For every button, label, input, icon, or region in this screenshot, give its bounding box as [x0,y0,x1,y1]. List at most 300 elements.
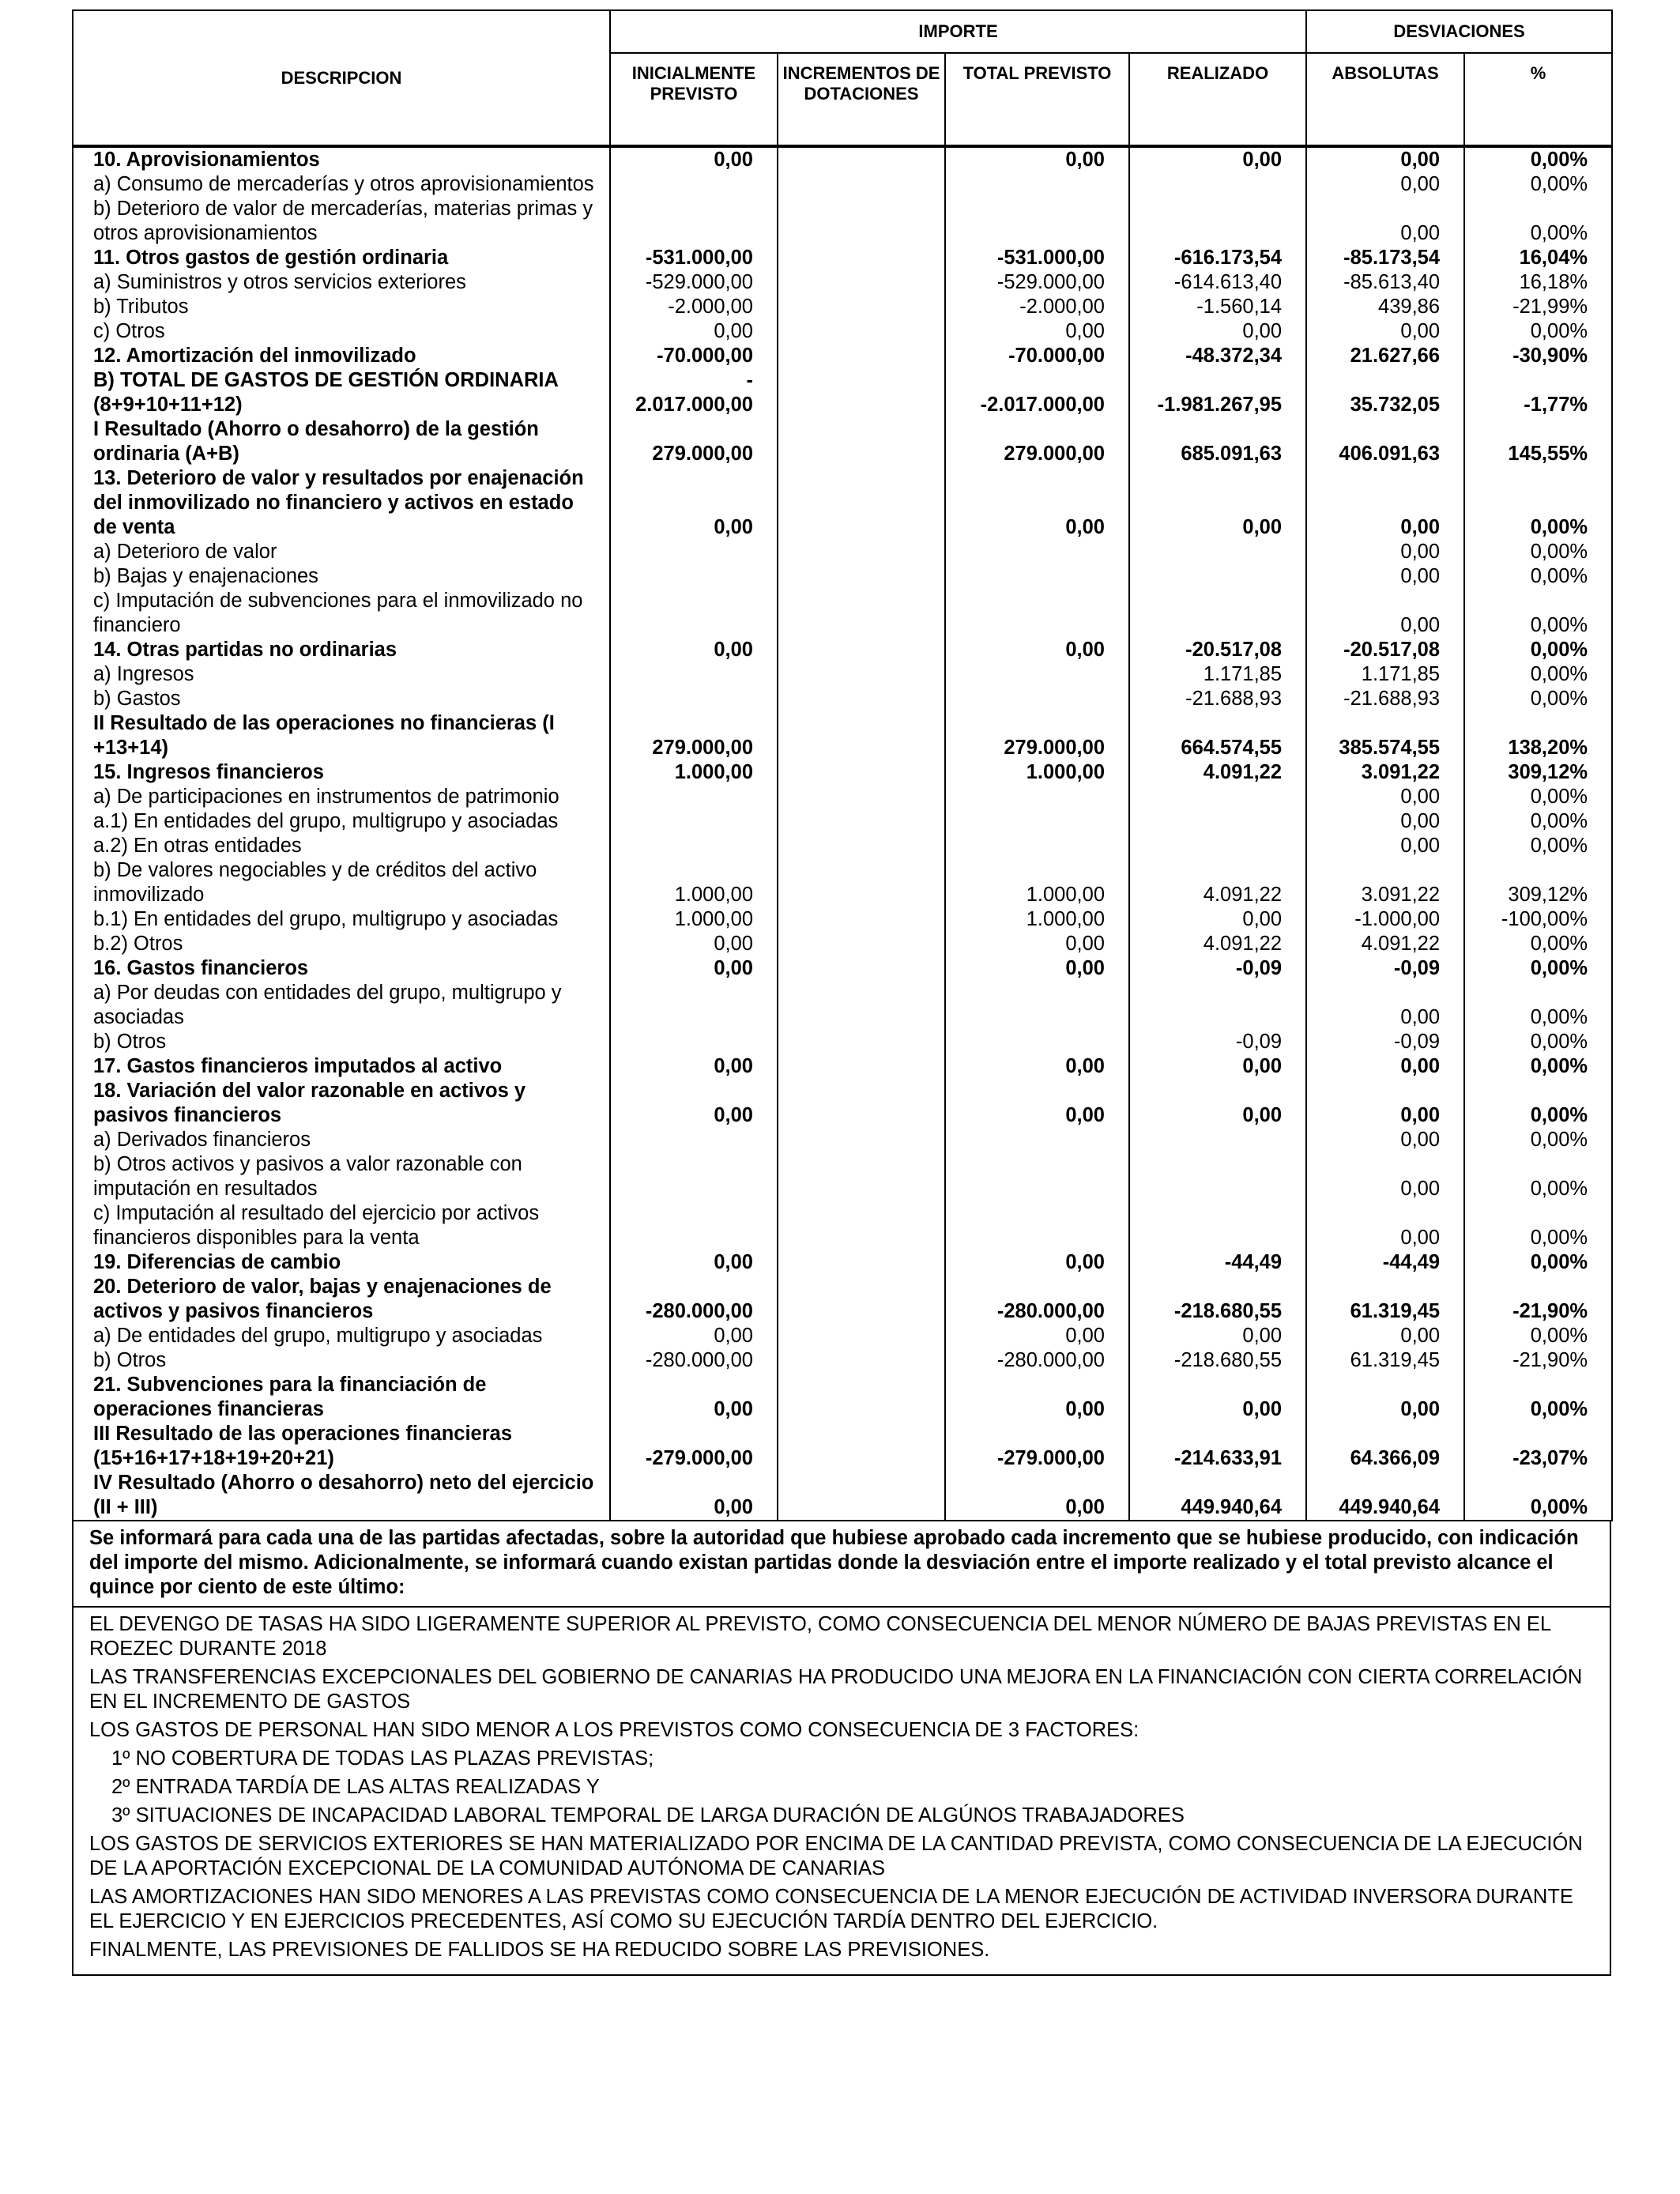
table-row [73,368,1612,417]
header-importe: IMPORTE [610,10,1306,53]
cell-absolutas: 0,00 [1306,1079,1464,1128]
cell-inicialmente-previsto: 0,00 [610,1079,778,1128]
header-absolutas: ABSOLUTAS [1306,53,1464,146]
cell-realizado: -20.517,08 [1129,638,1306,662]
cell-realizado: 449.940,64 [1129,1471,1306,1521]
cell-porcentaje: 0,00% [1464,146,1612,172]
note-paragraph: LOS GASTOS DE SERVICIOS EXTERIORES SE HAN MATERIALIZADO POR ENCIMA DE LA CANTIDAD PREVISTA, COMO CONSECUENCIA DE LA EJECUCIÓN DE LA APORTACIÓN EXCEPCIONAL DE LA COMUNIDAD AUTÓNOMA DE CANARIAS [89,1833,1583,1879]
cell-descripcion: c) Otros [73,319,610,344]
cell-realizado: 4.091,22 [1129,760,1306,785]
cell-descripcion: a) Deterioro de valor [73,540,610,564]
cell-realizado: -1.560,14 [1129,295,1306,319]
cell-porcentaje: -100,00% [1464,907,1612,932]
table-row [73,981,1612,1030]
table-row [73,662,1612,687]
cell-descripcion: I Resultado (Ahorro o desahorro) de la gestión ordinaria (A+B) [73,417,610,466]
cell-porcentaje: 0,00% [1464,932,1612,956]
cell-absolutas: 0,00 [1306,834,1464,858]
cell-descripcion: II Resultado de las operaciones no financieras (I +13+14) [73,711,610,760]
cell-porcentaje: 0,00% [1464,834,1612,858]
cell-descripcion: 11. Otros gastos de gestión ordinaria [73,246,610,270]
cell-absolutas: 61.319,45 [1306,1348,1464,1373]
table-row [73,319,1612,344]
cell-incrementos [778,246,945,270]
cell-porcentaje: 0,00% [1464,1079,1612,1128]
cell-descripcion: B) TOTAL DE GASTOS DE GESTIÓN ORDINARIA (8+9+10+11+12) [73,368,610,417]
cell-descripcion: a.2) En otras entidades [73,834,610,858]
cell-absolutas: -20.517,08 [1306,638,1464,662]
cell-descripcion: 17. Gastos financieros imputados al activo [73,1054,610,1079]
cell-total-previsto: -2.000,00 [945,295,1129,319]
cell-inicialmente-previsto [610,589,778,638]
cell-total-previsto: 0,00 [945,932,1129,956]
cell-descripcion: a) De entidades del grupo, multigrupo y asociadas [73,1324,610,1348]
cell-porcentaje: -1,77% [1464,368,1612,417]
cell-porcentaje: 0,00% [1464,1373,1612,1422]
cell-total-previsto [945,785,1129,809]
cell-absolutas: 0,00 [1306,589,1464,638]
cell-inicialmente-previsto: -2.000,00 [610,295,778,319]
cell-descripcion: b) De valores negociables y de créditos del activo inmovilizado [73,858,610,907]
cell-realizado: -21.688,93 [1129,687,1306,711]
cell-absolutas: 3.091,22 [1306,858,1464,907]
cell-total-previsto: 0,00 [945,1079,1129,1128]
cell-porcentaje: 16,04% [1464,246,1612,270]
cell-porcentaje: 0,00% [1464,638,1612,662]
cell-total-previsto [945,1201,1129,1250]
cell-incrementos [778,981,945,1030]
cell-total-previsto [945,540,1129,564]
notes-body [73,1608,1610,1974]
cell-porcentaje: 0,00% [1464,1030,1612,1054]
cell-realizado: 4.091,22 [1129,858,1306,907]
cell-total-previsto [945,172,1129,197]
cell-absolutas: 0,00 [1306,564,1464,589]
cell-total-previsto [945,662,1129,687]
cell-inicialmente-previsto: 0,00 [610,319,778,344]
cell-realizado: 0,00 [1129,1373,1306,1422]
cell-descripcion: c) Imputación de subvenciones para el inmovilizado no financiero [73,589,610,638]
cell-descripcion: b.1) En entidades del grupo, multigrupo y asociadas [73,907,610,932]
table-row [73,1471,1612,1521]
cell-absolutas: 0,00 [1306,1152,1464,1201]
cell-total-previsto: 1.000,00 [945,760,1129,785]
cell-absolutas: 0,00 [1306,1128,1464,1152]
cell-descripcion: c) Imputación al resultado del ejercicio por activos financieros disponibles para la venta [73,1201,610,1250]
table-row [73,687,1612,711]
cell-porcentaje: -21,99% [1464,295,1612,319]
cell-inicialmente-previsto [610,540,778,564]
cell-realizado [1129,981,1306,1030]
cell-porcentaje: 16,18% [1464,270,1612,295]
cell-incrementos [778,270,945,295]
cell-inicialmente-previsto: 0,00 [610,146,778,172]
table-row [73,466,1612,540]
cell-total-previsto: 1.000,00 [945,858,1129,907]
cell-incrementos [778,834,945,858]
cell-realizado: -218.680,55 [1129,1275,1306,1324]
cell-descripcion: b) Otros [73,1030,610,1054]
note-paragraph: 3º SITUACIONES DE INCAPACIDAD LABORAL TEMPORAL DE LARGA DURACIÓN DE ALGÚNOS TRABAJADORES [111,1804,1185,1826]
table-row [73,932,1612,956]
header-incrementos-dotaciones: INCREMENTOS DE DOTACIONES [778,53,945,146]
notes-section [72,1521,1611,1976]
cell-incrementos [778,1201,945,1250]
cell-absolutas: 0,00 [1306,540,1464,564]
table-row [73,246,1612,270]
cell-realizado [1129,834,1306,858]
table-row [73,1250,1612,1275]
cell-descripcion: 18. Variación del valor razonable en activos y pasivos financieros [73,1079,610,1128]
cell-total-previsto [945,589,1129,638]
cell-realizado: 1.171,85 [1129,662,1306,687]
cell-absolutas: 0,00 [1306,1324,1464,1348]
cell-inicialmente-previsto [610,809,778,834]
cell-descripcion: IV Resultado (Ahorro o desahorro) neto del ejercicio (II + III) [73,1471,610,1521]
cell-total-previsto [945,809,1129,834]
cell-porcentaje: 0,00% [1464,466,1612,540]
cell-descripcion: b.2) Otros [73,932,610,956]
cell-absolutas: 0,00 [1306,146,1464,172]
table-row [73,1324,1612,1348]
cell-realizado [1129,785,1306,809]
table-row [73,760,1612,785]
note-paragraph: 1º NO COBERTURA DE TODAS LAS PLAZAS PREVISTAS; [111,1747,654,1770]
cell-incrementos [778,1054,945,1079]
cell-total-previsto [945,687,1129,711]
cell-porcentaje: 145,55% [1464,417,1612,466]
cell-incrementos [778,1422,945,1471]
cell-inicialmente-previsto: 1.000,00 [610,760,778,785]
cell-incrementos [778,1348,945,1373]
cell-realizado: -214.633,91 [1129,1422,1306,1471]
cell-inicialmente-previsto: -280.000,00 [610,1348,778,1373]
cell-incrementos [778,540,945,564]
cell-incrementos [778,344,945,368]
cell-porcentaje: -30,90% [1464,344,1612,368]
table-row [73,270,1612,295]
cell-realizado: 0,00 [1129,146,1306,172]
cell-inicialmente-previsto [610,687,778,711]
cell-absolutas: 1.171,85 [1306,662,1464,687]
cell-porcentaje: 309,12% [1464,760,1612,785]
cell-realizado [1129,540,1306,564]
cell-incrementos [778,932,945,956]
cell-realizado: 685.091,63 [1129,417,1306,466]
cell-inicialmente-previsto: 1.000,00 [610,858,778,907]
table-row [73,1054,1612,1079]
header-inicialmente-previsto: INICIALMENTE PREVISTO [610,53,778,146]
cell-porcentaje: -23,07% [1464,1422,1612,1471]
cell-porcentaje: 0,00% [1464,1152,1612,1201]
cell-absolutas: -85.173,54 [1306,246,1464,270]
cell-inicialmente-previsto [610,981,778,1030]
cell-inicialmente-previsto: 279.000,00 [610,711,778,760]
cell-inicialmente-previsto: -529.000,00 [610,270,778,295]
table-row [73,1275,1612,1324]
cell-incrementos [778,687,945,711]
table-row [73,907,1612,932]
budget-execution-document [72,9,1611,1976]
cell-incrementos [778,1275,945,1324]
cell-inicialmente-previsto: 0,00 [610,1054,778,1079]
cell-descripcion: a) Ingresos [73,662,610,687]
cell-incrementos [778,1471,945,1521]
cell-realizado [1129,172,1306,197]
cell-incrementos [778,1152,945,1201]
cell-inicialmente-previsto [610,197,778,246]
cell-porcentaje: 138,20% [1464,711,1612,760]
cell-inicialmente-previsto: 0,00 [610,466,778,540]
cell-inicialmente-previsto [610,1030,778,1054]
cell-absolutas: 0,00 [1306,172,1464,197]
cell-descripcion: 10. Aprovisionamientos [73,146,610,172]
note-paragraph: FINALMENTE, LAS PREVISIONES DE FALLIDOS SE HA REDUCIDO SOBRE LAS PREVISIONES. [89,1939,990,1961]
header-porcentaje: % [1464,53,1612,146]
table-row [73,417,1612,466]
cell-absolutas: -0,09 [1306,956,1464,981]
cell-inicialmente-previsto: - 2.017.000,00 [610,368,778,417]
cell-porcentaje: 0,00% [1464,1324,1612,1348]
cell-realizado: -0,09 [1129,1030,1306,1054]
cell-descripcion: a) Por deudas con entidades del grupo, multigrupo y asociadas [73,981,610,1030]
budget-table [72,9,1613,1521]
cell-inicialmente-previsto [610,172,778,197]
cell-descripcion: 13. Deterioro de valor y resultados por enajenación del inmovilizado no financiero y activos en estado de venta [73,466,610,540]
cell-porcentaje: 0,00% [1464,809,1612,834]
table-row [73,1348,1612,1373]
table-row [73,1373,1612,1422]
cell-incrementos [778,858,945,907]
cell-absolutas: 385.574,55 [1306,711,1464,760]
cell-realizado: 0,00 [1129,1054,1306,1079]
cell-realizado: 0,00 [1129,466,1306,540]
cell-inicialmente-previsto: -280.000,00 [610,1275,778,1324]
cell-realizado: -1.981.267,95 [1129,368,1306,417]
cell-inicialmente-previsto [610,834,778,858]
table-row [73,785,1612,809]
notes-heading: Se informará para cada una de las partidas afectadas, sobre la autoridad que hubiese aprobado cada incremento que se hubiese producido, con indicación del importe del mismo. Adicionalmente, se informará cuando existan partidas donde la desviación entre el importe realizado y el total previsto alcance el quince por ciento de este último: [73,1521,1610,1608]
cell-porcentaje: 0,00% [1464,785,1612,809]
cell-descripcion: 16. Gastos financieros [73,956,610,981]
cell-inicialmente-previsto: 279.000,00 [610,417,778,466]
cell-total-previsto: 279.000,00 [945,417,1129,466]
cell-total-previsto [945,1128,1129,1152]
cell-inicialmente-previsto: -70.000,00 [610,344,778,368]
header-realizado: REALIZADO [1129,53,1306,146]
table-row [73,172,1612,197]
cell-total-previsto: -2.017.000,00 [945,368,1129,417]
cell-absolutas: -1.000,00 [1306,907,1464,932]
cell-descripcion: 21. Subvenciones para la financiación de operaciones financieras [73,1373,610,1422]
cell-porcentaje: 0,00% [1464,981,1612,1030]
cell-incrementos [778,662,945,687]
cell-absolutas: 35.732,05 [1306,368,1464,417]
table-row [73,1422,1612,1471]
cell-porcentaje: 0,00% [1464,1471,1612,1521]
cell-descripcion: a) Derivados financieros [73,1128,610,1152]
cell-incrementos [778,711,945,760]
cell-absolutas: 0,00 [1306,1201,1464,1250]
cell-porcentaje: 0,00% [1464,1128,1612,1152]
cell-absolutas: 0,00 [1306,197,1464,246]
table-row [73,564,1612,589]
cell-realizado: -48.372,34 [1129,344,1306,368]
cell-total-previsto [945,1030,1129,1054]
cell-descripcion: 20. Deterioro de valor, bajas y enajenaciones de activos y pasivos financieros [73,1275,610,1324]
cell-total-previsto: 0,00 [945,1373,1129,1422]
cell-descripcion: b) Otros [73,1348,610,1373]
cell-descripcion: 19. Diferencias de cambio [73,1250,610,1275]
cell-porcentaje: 0,00% [1464,319,1612,344]
cell-inicialmente-previsto [610,1201,778,1250]
cell-descripcion: 14. Otras partidas no ordinarias [73,638,610,662]
cell-total-previsto: -280.000,00 [945,1348,1129,1373]
cell-realizado: -614.613,40 [1129,270,1306,295]
header-total-previsto: TOTAL PREVISTO [945,53,1129,146]
cell-realizado: -44,49 [1129,1250,1306,1275]
cell-absolutas: 3.091,22 [1306,760,1464,785]
cell-realizado [1129,1128,1306,1152]
cell-descripcion: a.1) En entidades del grupo, multigrupo y asociadas [73,809,610,834]
cell-absolutas: -0,09 [1306,1030,1464,1054]
cell-porcentaje: 0,00% [1464,1054,1612,1079]
cell-incrementos [778,172,945,197]
cell-realizado: 0,00 [1129,319,1306,344]
cell-porcentaje: -21,90% [1464,1348,1612,1373]
cell-total-previsto [945,834,1129,858]
table-row [73,834,1612,858]
cell-incrementos [778,1373,945,1422]
cell-porcentaje: 0,00% [1464,1201,1612,1250]
cell-inicialmente-previsto: 0,00 [610,1373,778,1422]
cell-incrementos [778,956,945,981]
cell-realizado: 0,00 [1129,1324,1306,1348]
cell-absolutas: 0,00 [1306,981,1464,1030]
cell-realizado: -0,09 [1129,956,1306,981]
cell-realizado [1129,589,1306,638]
cell-descripcion: b) Tributos [73,295,610,319]
cell-incrementos [778,1324,945,1348]
cell-total-previsto: -70.000,00 [945,344,1129,368]
table-row [73,956,1612,981]
cell-porcentaje: 0,00% [1464,662,1612,687]
cell-descripcion: III Resultado de las operaciones financieras (15+16+17+18+19+20+21) [73,1422,610,1471]
cell-realizado [1129,809,1306,834]
cell-porcentaje: 0,00% [1464,564,1612,589]
cell-absolutas: 64.366,09 [1306,1422,1464,1471]
cell-total-previsto [945,197,1129,246]
cell-incrementos [778,1250,945,1275]
cell-realizado: 664.574,55 [1129,711,1306,760]
cell-total-previsto: 1.000,00 [945,907,1129,932]
cell-porcentaje: 309,12% [1464,858,1612,907]
table-row [73,1128,1612,1152]
cell-realizado: 0,00 [1129,907,1306,932]
cell-total-previsto: 0,00 [945,319,1129,344]
cell-realizado [1129,1152,1306,1201]
cell-inicialmente-previsto: 0,00 [610,956,778,981]
cell-absolutas: 0,00 [1306,1054,1464,1079]
cell-incrementos [778,146,945,172]
cell-total-previsto: 0,00 [945,956,1129,981]
table-row [73,1079,1612,1128]
cell-inicialmente-previsto: -531.000,00 [610,246,778,270]
cell-total-previsto: 0,00 [945,1250,1129,1275]
cell-realizado: -616.173,54 [1129,246,1306,270]
table-row [73,589,1612,638]
cell-realizado [1129,1201,1306,1250]
cell-porcentaje: 0,00% [1464,540,1612,564]
cell-total-previsto [945,1152,1129,1201]
table-row [73,344,1612,368]
cell-total-previsto: -280.000,00 [945,1275,1129,1324]
cell-total-previsto: -531.000,00 [945,246,1129,270]
cell-absolutas: 0,00 [1306,785,1464,809]
cell-total-previsto: -529.000,00 [945,270,1129,295]
cell-total-previsto: -279.000,00 [945,1422,1129,1471]
cell-realizado [1129,564,1306,589]
cell-total-previsto [945,981,1129,1030]
note-paragraph: 2º ENTRADA TARDÍA DE LAS ALTAS REALIZADAS Y [111,1776,600,1798]
cell-total-previsto: 0,00 [945,638,1129,662]
table-row [73,1201,1612,1250]
cell-absolutas: -85.613,40 [1306,270,1464,295]
cell-total-previsto: 0,00 [945,466,1129,540]
cell-inicialmente-previsto [610,785,778,809]
cell-porcentaje: 0,00% [1464,956,1612,981]
table-row [73,809,1612,834]
cell-incrementos [778,638,945,662]
cell-inicialmente-previsto: 0,00 [610,1250,778,1275]
cell-incrementos [778,809,945,834]
cell-descripcion: a) Suministros y otros servicios exteriores [73,270,610,295]
cell-inicialmente-previsto: 0,00 [610,1324,778,1348]
cell-porcentaje: -21,90% [1464,1275,1612,1324]
cell-incrementos [778,1128,945,1152]
cell-incrementos [778,197,945,246]
cell-absolutas: 439,86 [1306,295,1464,319]
cell-inicialmente-previsto: -279.000,00 [610,1422,778,1471]
note-paragraph: LOS GASTOS DE PERSONAL HAN SIDO MENOR A LOS PREVISTOS COMO CONSECUENCIA DE 3 FACTORES: [89,1719,1139,1741]
table-row [73,1152,1612,1201]
cell-incrementos [778,417,945,466]
cell-descripcion: a) Consumo de mercaderías y otros aprovisionamientos [73,172,610,197]
table-row [73,540,1612,564]
cell-inicialmente-previsto [610,1128,778,1152]
table-row [73,197,1612,246]
cell-total-previsto: 0,00 [945,1324,1129,1348]
cell-porcentaje: 0,00% [1464,1250,1612,1275]
cell-incrementos [778,589,945,638]
cell-absolutas: 0,00 [1306,809,1464,834]
cell-inicialmente-previsto [610,1152,778,1201]
table-row [73,1030,1612,1054]
cell-porcentaje: 0,00% [1464,589,1612,638]
cell-porcentaje: 0,00% [1464,687,1612,711]
cell-descripcion: a) De participaciones en instrumentos de patrimonio [73,785,610,809]
table-row [73,146,1612,172]
cell-total-previsto: 0,00 [945,1471,1129,1521]
cell-absolutas: 4.091,22 [1306,932,1464,956]
cell-absolutas: 0,00 [1306,319,1464,344]
cell-descripcion: b) Deterioro de valor de mercaderías, materias primas y otros aprovisionamientos [73,197,610,246]
cell-incrementos [778,466,945,540]
cell-descripcion: 15. Ingresos financieros [73,760,610,785]
cell-incrementos [778,295,945,319]
cell-absolutas: 449.940,64 [1306,1471,1464,1521]
cell-absolutas: 0,00 [1306,1373,1464,1422]
